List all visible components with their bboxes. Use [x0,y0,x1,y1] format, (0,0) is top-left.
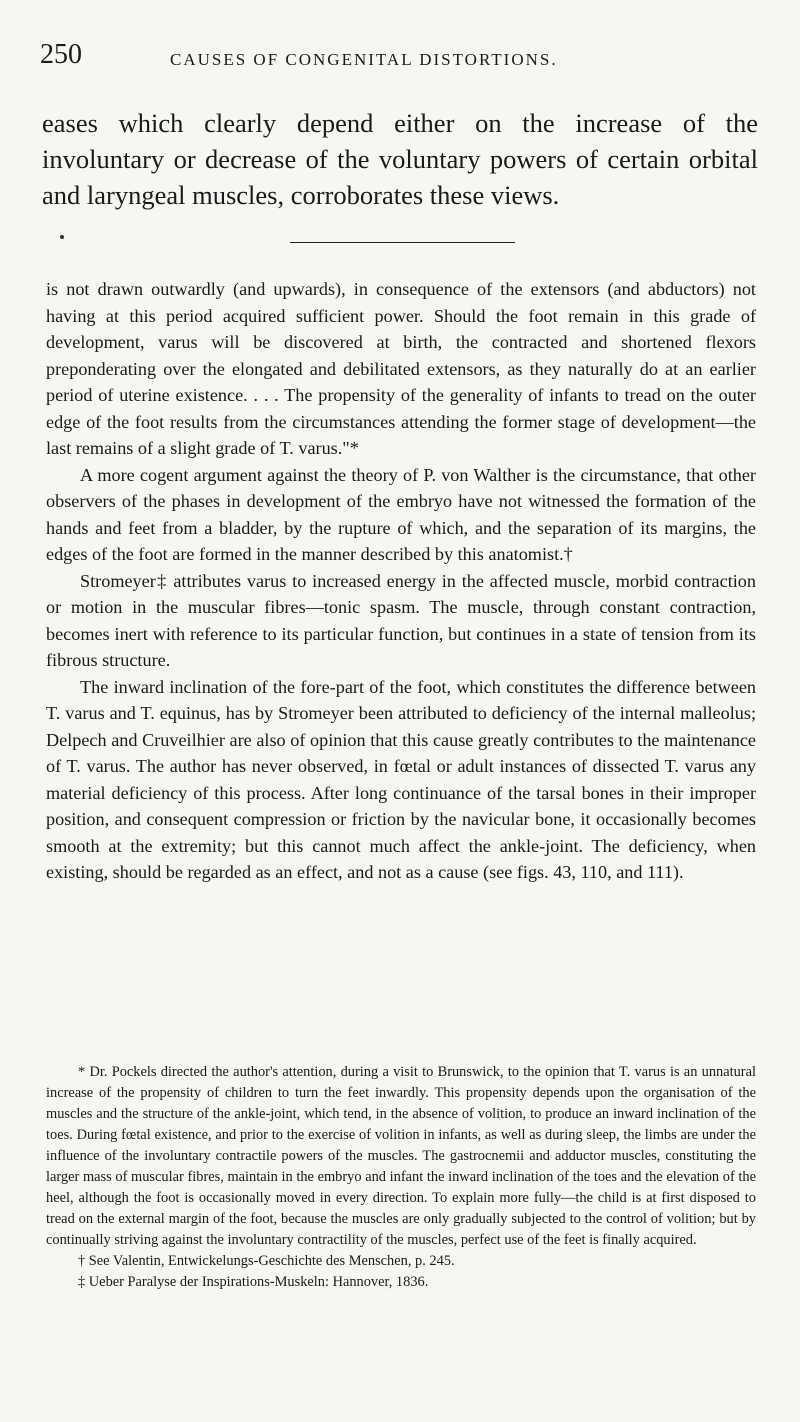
running-head: CAUSES OF CONGENITAL DISTORTIONS. [170,50,558,69]
footnote: ‡ Ueber Paralyse der Inspirations-Muskeln: Hannover, 1836. [78,1274,429,1290]
body-text [46,276,756,886]
body-paragraph: A more cogent argument against the theory of P. von Walther is the circumstance, that other observers of the phases in development of the embryo have not witnessed the formation of the hands and feet from a bladder, by the rupture of which, and the separation of its margins, the edges of the foot are formed in the manner described by this anatomist.† [46,464,756,564]
body-paragraph: Stromeyer‡ attributes varus to increased energy in the affected muscle, morbid contraction or motion in the muscular fibres—tonic spasm. The muscle, through constant contraction, becomes inert with reference to its particular function, but continues in a state of tension from its fibrous structure. [46,570,756,670]
footnote: * Dr. Pockels directed the author's attention, during a visit to Brunswick, to the opinion that T. varus is an unnatural increase of the propensity of children to turn the feet inwardly. This propensity depends upon the organisation of the muscles and the structure of the ankle-joint, which tend, in the absence of volition, to produce an inward inclination of the toes. During fœtal existence, and prior to the exercise of volition in infants, as well as during sleep, the limbs are under the influence of the involuntary contractile powers of the muscles. The gastrocnemii and adductor muscles, constituting the larger mass of muscular fibres, maintain in the embryo and infant the inward inclination of the toes and the elevation of the heel, although the foot is occasionally moved in every direction. To explain more fully—the child is at first disposed to tread on the external margin of the foot, because the muscles are only gradually subjected to the control of volition; but by continually striving against the involuntary contractility of the muscles, perfect use of the feet is finally acquired. [46,1064,756,1248]
footnotes [46,1062,756,1293]
footnote: † See Valentin, Entwickelungs-Geschichte des Menschen, p. 245. [78,1253,455,1269]
body-paragraph: is not drawn outwardly (and upwards), in consequence of the extensors (and abductors) not having at this period acquired sufficient power. Should the foot remain in this grade of development, varus will be discovered at birth, the contracted and shortened flexors preponderating over the elongated and debilitated extensors, as they naturally do at an earlier period of uterine existence. . . . The propensity of the generality of infants to tread on the outer edge of the foot results from the circumstances attending the former stage of development—the last remains of a slight grade of T. varus."* [46,279,756,458]
page-header [40,38,760,78]
continued-text: eases which clearly depend either on the increase of the involuntary or decrease of the voluntary powers of certain orbital and laryngeal muscles, corroborates these views. [42,108,758,210]
body-paragraph: The inward inclination of the fore-part of the foot, which constitutes the difference between T. varus and T. equinus, has by Stromeyer been attributed to deficiency of the internal malleolus; Delpech and Cruveilhier are also of opinion that this cause greatly contributes to the maintenance of T. varus. The author has never observed, in fœtal or adult instances of dissected T. varus any material deficiency of this process. After long continuance of the tarsal bones in their improper position, and consequent compression or friction by the navicular bone, it occasionally becomes smooth at the extremity; but this cannot much affect the ankle-joint. The deficiency, when existing, should be regarded as an effect, and not as a cause (see figs. 43, 110, and 111). [46,676,756,882]
section-rule [290,242,515,243]
ink-speck [60,235,64,239]
page-number: 250 [40,39,82,70]
